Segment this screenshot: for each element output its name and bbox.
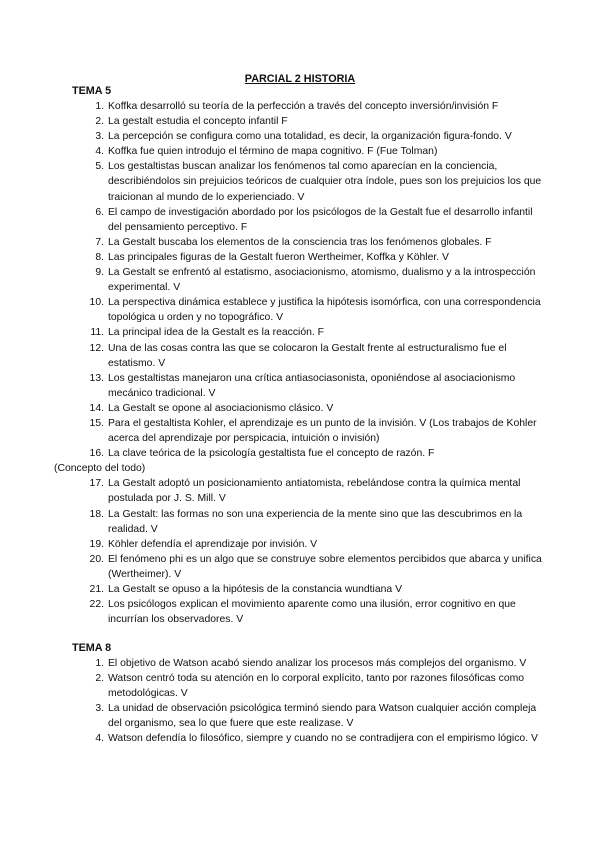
item-number: 11. — [90, 327, 104, 339]
item-number: 9. — [95, 267, 104, 279]
item-text: Watson centró toda su atención en lo corporal explícito, tanto por razones filosóficas como metodológicas. V — [108, 673, 525, 700]
item-number: 1. — [95, 101, 104, 112]
section-heading: TEMA 5 — [72, 85, 112, 97]
list-item — [72, 701, 542, 731]
item-number: 3. — [95, 131, 104, 143]
item-number: 17. — [89, 478, 104, 490]
item-number: 10. — [89, 297, 104, 309]
list-item — [72, 341, 542, 371]
list-item — [72, 476, 542, 506]
section-tema-8 — [72, 641, 542, 747]
item-number: 13. — [89, 372, 104, 384]
list-item — [72, 205, 542, 235]
list-item — [72, 159, 542, 204]
item-text: La perspectiva dinámica establece y justifica la hipótesis isomórfica, con una correspondencia topológica u orden y no topográfico. V — [108, 297, 541, 324]
item-number: 12. — [89, 342, 104, 354]
list-item — [72, 99, 542, 114]
item-text: Köhler defendía el aprendizaje por invisión. V — [108, 538, 318, 550]
list-item — [72, 552, 542, 582]
list-item — [72, 235, 542, 250]
item-text: La Gestalt se opone al asociacionismo clásico. V — [108, 402, 334, 414]
section-tema-5 — [54, 84, 542, 627]
question-list — [54, 99, 542, 627]
item-number: 22. — [89, 599, 104, 611]
item-number: 19. — [89, 538, 104, 550]
list-item — [72, 250, 542, 265]
item-number: 7. — [95, 236, 104, 248]
list-item — [72, 416, 542, 446]
question-list — [72, 656, 542, 747]
section-heading: TEMA 8 — [72, 642, 112, 654]
item-number: 14. — [89, 402, 104, 414]
item-number: 6. — [95, 206, 104, 218]
list-item — [72, 731, 542, 746]
list-item — [72, 371, 542, 401]
page-title: PARCIAL 2 HISTORIA — [244, 73, 356, 85]
list-item — [72, 507, 542, 537]
item-text: El objetivo de Watson acabó siendo analizar los procesos más complejos del organismo. V — [108, 658, 527, 669]
list-item — [72, 597, 542, 627]
item-number: 2. — [95, 673, 104, 685]
list-item — [72, 129, 542, 144]
item-text: Watson defendía lo filosófico, siempre y cuando no se contradijera con el empirismo lógico. V — [108, 733, 538, 745]
item-number: 8. — [95, 251, 104, 263]
list-item — [72, 401, 542, 416]
item-text: La gestalt estudia el concepto infantil F — [108, 116, 288, 128]
item-text: Las principales figuras de la Gestalt fueron Wertheimer, Koffka y Köhler. V — [108, 251, 449, 263]
list-item — [72, 582, 542, 597]
item-text: Los gestaltistas manejaron una crítica antiasociasonista, oponiéndose al asociacionismo mecánico tradicional. V — [108, 372, 516, 399]
item-number: 5. — [95, 161, 104, 173]
item-text: Los psicólogos explican el movimiento aparente como una ilusión, error cognitivo en que incurrían los observadores. V — [108, 599, 516, 626]
item-number: 4. — [95, 733, 104, 745]
item-text: La principal idea de la Gestalt es la reacción. F — [108, 327, 325, 339]
item-text: Koffka fue quien introdujo el término de mapa cognitivo. F (Fue Tolman) — [108, 146, 438, 158]
list-item — [72, 325, 542, 340]
item-text: Los gestaltistas buscan analizar los fenómenos tal como aparecían en la conciencia, describiéndolos sin prejuicios teóricos de cualquier otra índole, pues son los prejuicios los que traicionan al mundo de lo experienciado. V — [108, 161, 542, 203]
item-number: 20. — [89, 553, 104, 565]
item-text: Una de las cosas contra las que se colocaron la Gestalt frente al estructuralismo fue el estatismo. V — [108, 342, 507, 369]
item-text: La Gestalt: las formas no son una experiencia de la mente sino que las descubrimos en la realidad. V — [108, 508, 523, 535]
item-text: El fenómeno phi es un algo que se construye sobre elementos percibidos que abarca y unifica (Wertheimer). V — [108, 553, 542, 580]
item-number: 4. — [95, 146, 104, 158]
item-text: Para el gestaltista Kohler, el aprendizaje es un punto de la invisión. V (Los trabajos de Kohler acerca del aprendizaje por perspicacia, intuición o invisión) — [108, 417, 537, 445]
list-item — [72, 265, 542, 295]
item-text: La Gestalt adoptó un posicionamiento antiatomista, rebelándose contra la química mental postulada por J. S. Mill. V — [108, 478, 521, 505]
item-number: 1. — [95, 658, 104, 669]
item-number: 2. — [95, 116, 104, 128]
item-text: La Gestalt se opuso a la hipótesis de la constancia wundtiana V — [108, 584, 403, 595]
item-number: 21. — [89, 584, 104, 595]
item-number: 3. — [95, 703, 104, 715]
list-item — [72, 671, 542, 701]
list-item — [72, 537, 542, 552]
list-item — [72, 656, 542, 671]
item-text: La Gestalt buscaba los elementos de la consciencia tras los fenómenos globales. F — [108, 236, 492, 248]
item-number: 16. — [89, 448, 104, 460]
list-item — [72, 295, 542, 325]
item-note: (Concepto del todo) — [54, 463, 146, 475]
item-text: La clave teórica de la psicología gestaltista fue el concepto de razón. F — [108, 448, 435, 460]
list-item — [72, 446, 542, 461]
item-text: La unidad de observación psicológica terminó siendo para Watson cualquier acción compleja del organismo, sea lo que fuere que este realizase. V — [108, 703, 537, 730]
item-text: El campo de investigación abordado por los psicólogos de la Gestalt fue el desarrollo infantil del pensamiento perceptivo. F — [108, 206, 533, 233]
item-text: Koffka desarrolló su teoría de la perfección a través del concepto inversión/invisión F — [108, 101, 499, 112]
item-text: La percepción se configura como una totalidad, es decir, la organización figura-fondo. V — [108, 131, 512, 143]
list-item — [72, 114, 542, 129]
list-item — [72, 144, 542, 159]
item-number: 15. — [89, 417, 104, 429]
item-text: La Gestalt se enfrentó al estatismo, asociacionismo, atomismo, dualismo y a la introspección experimental. V — [108, 267, 536, 294]
item-number: 18. — [89, 508, 104, 520]
